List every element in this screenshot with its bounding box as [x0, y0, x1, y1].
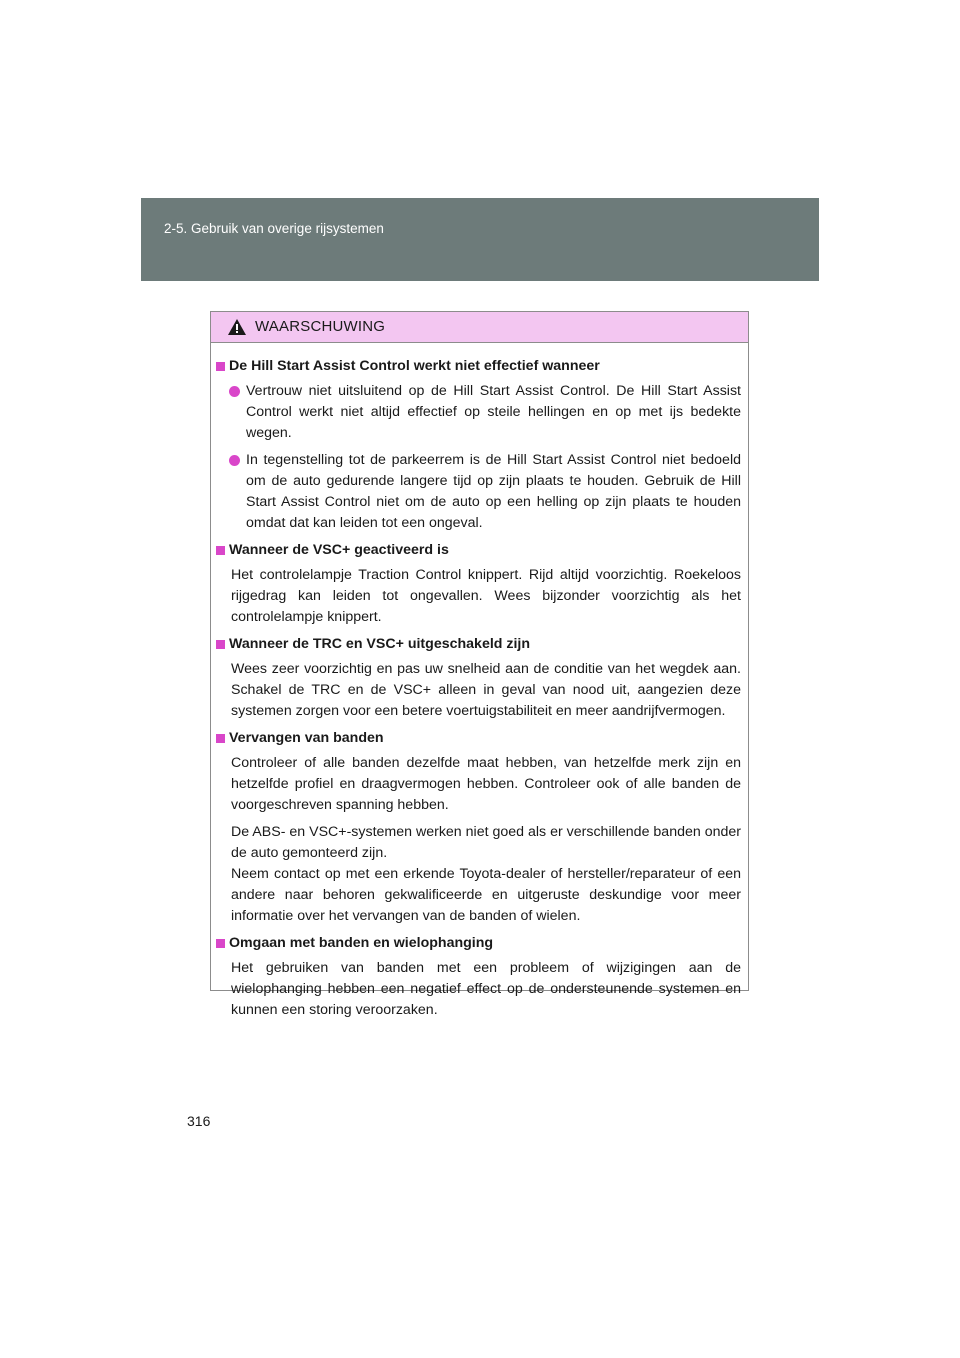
section-heading-text: Wanneer de VSC+ geactiveerd is: [229, 542, 449, 558]
bullet-item: [216, 381, 741, 444]
paragraph: Wees zeer voorzichtig en pas uw snelheid aan de conditie van het wegdek aan. Schakel de TRC en de VSC+ alleen in geval van nood uit, aangezien deze systemen zorgen voor een betere voertuigstabiliteit en meer aandrijfvermogen.: [231, 661, 741, 719]
bullet-text: Vertrouw niet uitsluitend op de Hill Start Assist Control. De Hill Start Assist Control werkt niet altijd effectief op steile hellingen en op met ijs bedekte wegen.: [246, 383, 741, 441]
paragraph: Controleer of alle banden dezelfde maat hebben, van hetzelfde merk zijn en hetzelfde profiel en draagvermogen hebben. Controleer ook of alle banden de voorgeschreven spanning hebben.: [231, 755, 741, 813]
section-heading: [216, 540, 741, 561]
paragraph: Neem contact op met een erkende Toyota-dealer of hersteller/reparateur of een andere naar behoren gekwalificeerde en uitgeruste deskundige voor meer informatie over het vervangen van de banden of wielen.: [231, 866, 741, 924]
page-number: 316: [187, 1113, 211, 1129]
warning-title: WAARSCHUWING: [255, 318, 386, 335]
square-bullet-icon: [216, 362, 225, 371]
paragraph: Het controlelampje Traction Control knippert. Rijd altijd voorzichtig. Roekeloos rijgedrag kan leiden tot ongevallen. Wees bijzonder voorzichtig als het controlelampje knippert.: [231, 567, 741, 625]
section-heading-text: Omgaan met banden en wielophanging: [229, 935, 494, 951]
bullet-text: In tegenstelling tot de parkeerrem is de Hill Start Assist Control niet bedoeld om de auto gedurende langere tijd op zijn plaats te houden. Gebruik de Hill Start Assist Control niet om de auto op een helling op zijn plaats te houden omdat dat kan leiden tot een ongeval.: [246, 452, 741, 531]
section-heading-text: Wanneer de TRC en VSC+ uitgeschakeld zijn: [229, 636, 531, 652]
paragraph: De ABS- en VSC+-systemen werken niet goed als er verschillende banden onder de auto gemonteerd zijn.: [231, 824, 741, 861]
square-bullet-icon: [216, 640, 225, 649]
warning-body: [211, 343, 748, 1021]
warning-header: [211, 312, 748, 343]
square-bullet-icon: [216, 546, 225, 555]
round-bullet-icon: [229, 386, 240, 397]
section-heading: [216, 933, 741, 954]
section-heading-text: Vervangen van banden: [229, 730, 384, 746]
section-heading: [216, 356, 741, 377]
paragraph: Het gebruiken van banden met een probleem of wijzigingen aan de wielophanging hebben een negatief effect op de ondersteunende systemen en kunnen een storing veroorzaken.: [231, 960, 741, 1018]
section-heading: [216, 634, 741, 655]
round-bullet-icon: [229, 455, 240, 466]
header-band: [141, 198, 819, 281]
section-heading-text: De Hill Start Assist Control werkt niet effectief wanneer: [229, 358, 600, 374]
bullet-item: [216, 450, 741, 534]
section-heading: [216, 728, 741, 749]
square-bullet-icon: [216, 734, 225, 743]
warning-box: [210, 311, 749, 1018]
square-bullet-icon: [216, 939, 225, 948]
warning-triangle-icon: [228, 319, 246, 335]
section-title: 2-5. Gebruik van overige rijsystemen: [164, 221, 384, 236]
